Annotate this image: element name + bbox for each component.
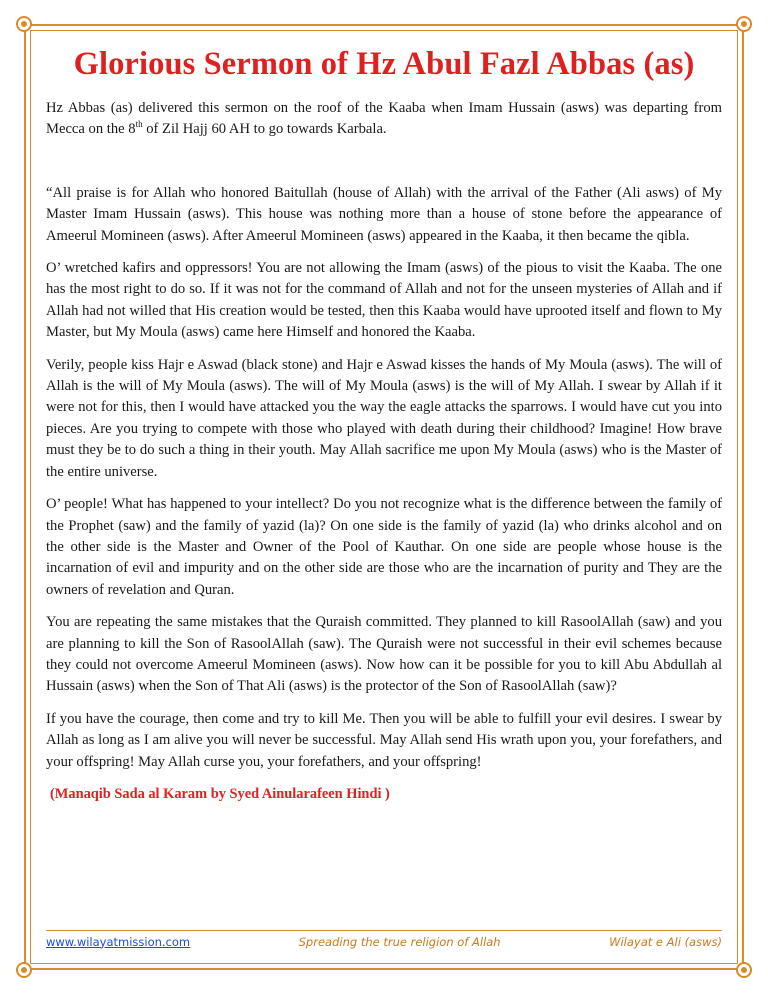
corner-ornament-top-right (736, 16, 752, 32)
footer-right-text: Wilayat e Ali (asws) (609, 934, 722, 949)
corner-ornament-top-left (16, 16, 32, 32)
intro-text-start: Hz Abbas (as) delivered this sermon on the roof of the Kaaba when Imam Hussain (asws) was departing from Mecca on the 8 (46, 100, 722, 138)
page-title: Glorious Sermon of Hz Abul Fazl Abbas (as) (73, 46, 695, 82)
corner-ornament-bottom-right (736, 962, 752, 978)
intro-text-end: of Zil Hajj 60 AH to go towards Karbala. (142, 121, 387, 138)
page-footer (46, 930, 722, 950)
corner-ornament-bottom-left (16, 962, 32, 978)
sermon-paragraph-5: You are repeating the same mistakes that the Quraish committed. They planned to kill RasoolAllah (saw) and you are planning to kill the Son of RasoolAllah (saw). The Quraish were not successful in their evil schemes because they could not overcome Ameerul Momineen (asws). Now how can it be possible for you to kill Abu Abdullah al Hussain (asws) when the Son of That Ali (asws) is the protector of the Son of RasoolAllah (saw)? (46, 614, 722, 695)
footer-tagline: Spreading the true religion of Allah (298, 934, 501, 949)
sermon-paragraph-2: O’ wretched kafirs and oppressors! You are not allowing the Imam (asws) of the pious to visit the Kaaba. The one has the most right to do so. If it was not for the command of Allah and not for the unseen mysteries of Allah and if Allah had not willed that His creation would be tested, then this Kaaba would have uprooted itself and flown to My Master, but My Moula (asws) came here Himself and honored the Kaaba. (46, 260, 722, 341)
sermon-paragraph-3: Verily, people kiss Hajr e Aswad (black stone) and Hajr e Aswad kisses the hands of My Moula (asws). The will of Allah is the will of My Moula (asws). The will of My Moula (asws) is the will of My Allah. I swear by Allah if it were not for this, then I would have attacked you the way the eagle attacks the sparrows. I would have cut you into pieces. Are you trying to compete with those who played with death during their childhood? Imagine! How brave must they be to do such a thing in their youth. May Allah sacrifice me upon My Moula (asws) who is the Master of the entire universe. (46, 356, 722, 480)
document-body (46, 44, 722, 804)
sermon-paragraph-1: “All praise is for Allah who honored Baitullah (house of Allah) with the arrival of the Father (Ali asws) of My Master Imam Hussain (asws). This house was nothing more than a house of stone before the appearance of Ameerul Momineen (asws). After Ameerul Momineen (asws) appeared in the Kaaba, it then became the qibla. (46, 184, 722, 244)
website-link[interactable]: www.wilayatmission.com (46, 934, 191, 949)
source-citation: (Manaqib Sada al Karam by Syed Ainularafeen Hindi ) (50, 785, 390, 802)
intro-paragraph (46, 98, 722, 141)
sermon-paragraph-4: O’ people! What has happened to your intellect? Do you not recognize what is the difference between the family of the Prophet (saw) and the family of yazid (la)? On one side is the family of yazid (la) who drinks alcohol and on the other side is the Master and Owner of the Pool of Kauthar. On one side are people whose house is the incarnation of evil and impurity and on the other side are those who are the incarnation of purity and They are the owners of revelation and Quran. (46, 496, 722, 598)
intro-superscript: th (135, 119, 143, 130)
sermon-paragraph-6: If you have the courage, then come and try to kill Me. Then you will be able to fulfill your evil desires. I swear by Allah as long as I am alive you will never be successful. May Allah send His wrath upon you, your forefathers, and your offspring! May Allah curse you, your forefathers, and your offspring! (46, 710, 722, 770)
